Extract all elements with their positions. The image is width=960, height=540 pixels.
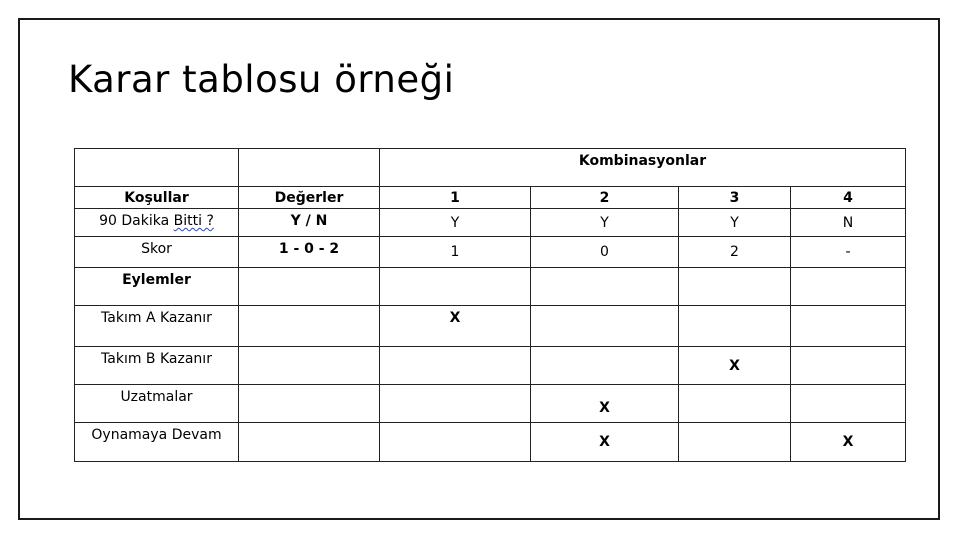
condition-cell: 0 [531, 237, 679, 268]
action-label: Takım A Kazanır [75, 306, 239, 347]
table-row [75, 237, 906, 268]
action-mark [791, 385, 906, 423]
condition-cell: Y [380, 209, 531, 237]
table-row [75, 268, 906, 306]
condition-cell: Y [679, 209, 791, 237]
combinations-header: Kombinasyonlar [380, 149, 906, 187]
actions-header: Eylemler [75, 268, 239, 306]
action-mark [679, 423, 791, 462]
combo-number-1: 1 [380, 187, 531, 209]
empty-cell [239, 385, 380, 423]
empty-cell [791, 268, 906, 306]
action-mark: X [380, 306, 531, 347]
condition-label: Skor [75, 237, 239, 268]
empty-cell [380, 268, 531, 306]
empty-cell [239, 423, 380, 462]
table-row [75, 149, 906, 187]
combo-number-3: 3 [679, 187, 791, 209]
condition-cell: 2 [679, 237, 791, 268]
action-mark [791, 306, 906, 347]
condition-label-part: Bitti ? [173, 213, 214, 229]
action-mark [380, 385, 531, 423]
table-row [75, 347, 906, 385]
action-mark [791, 347, 906, 385]
condition-label [75, 209, 239, 237]
action-label: Takım B Kazanır [75, 347, 239, 385]
action-label: Uzatmalar [75, 385, 239, 423]
slide-title: Karar tablosu örneği [68, 58, 455, 101]
action-mark [531, 347, 679, 385]
conditions-header: Koşullar [75, 187, 239, 209]
condition-cell: N [791, 209, 906, 237]
empty-cell [679, 268, 791, 306]
header-empty-cell [239, 149, 380, 187]
condition-value: Y / N [239, 209, 380, 237]
decision-table [74, 148, 906, 462]
condition-cell: Y [531, 209, 679, 237]
condition-label-part: 90 Dakika [99, 213, 174, 229]
action-mark: X [791, 423, 906, 462]
action-mark: X [531, 385, 679, 423]
action-mark [679, 385, 791, 423]
header-empty-cell [75, 149, 239, 187]
empty-cell [239, 268, 380, 306]
condition-cell: - [791, 237, 906, 268]
empty-cell [531, 268, 679, 306]
condition-cell: 1 [380, 237, 531, 268]
combo-number-2: 2 [531, 187, 679, 209]
action-mark [380, 347, 531, 385]
action-label: Oynamaya Devam [75, 423, 239, 462]
table-row [75, 187, 906, 209]
action-mark [380, 423, 531, 462]
table-row [75, 385, 906, 423]
action-mark [679, 306, 791, 347]
action-mark [531, 306, 679, 347]
table-row [75, 209, 906, 237]
condition-value: 1 - 0 - 2 [239, 237, 380, 268]
empty-cell [239, 347, 380, 385]
action-mark: X [531, 423, 679, 462]
values-header: Değerler [239, 187, 380, 209]
table-row [75, 423, 906, 462]
table-row [75, 306, 906, 347]
combo-number-4: 4 [791, 187, 906, 209]
empty-cell [239, 306, 380, 347]
action-mark: X [679, 347, 791, 385]
